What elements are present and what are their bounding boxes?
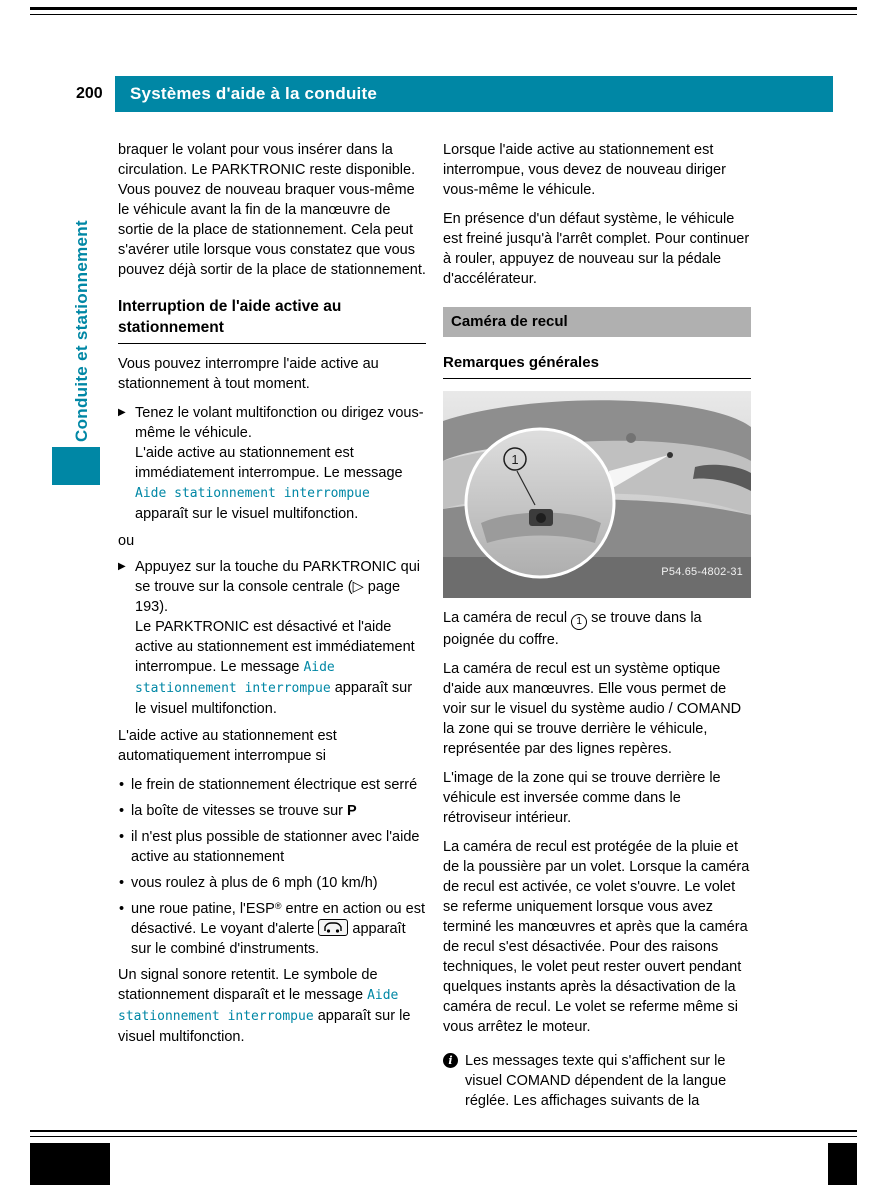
list-item: • une roue patine, l'ESP® entre en action ou est désactivé. Le voyant d'alerte apparaît sur le combiné d'instruments.	[119, 901, 425, 957]
paragraph: Vous pouvez interrompre l'aide active au stationnement à tout moment.	[118, 356, 379, 392]
bullet-icon: •	[119, 803, 125, 819]
paragraph: La caméra de recul est protégée de la pluie et de la poussière par un volet. Lorsque la caméra de recul est activée, ce volet s'ouvre. Le volet se referme uniquement lorsque vous avez terminé les manœuvres et après que la caméra de recul s'est désactivée. Pour des raisons techniques, le volet peut rester ouvert pendant quelques instants après la désactivation de la caméra de recul. Le volet se referme même si vous arrêtez le moteur.	[443, 839, 750, 1035]
bullet-icon: •	[119, 901, 125, 917]
left-column	[118, 140, 426, 1056]
paragraph: L'image de la zone qui se trouve derrière le véhicule est inversée comme dans le rétroviseur intérieur.	[443, 770, 721, 826]
page-number: 200	[76, 85, 103, 102]
callout-badge-number: 1	[511, 452, 519, 467]
step-arrow-icon: ▶	[118, 407, 126, 418]
rear-camera-photo	[443, 391, 751, 598]
chapter-header-title: Systèmes d'aide à la conduite	[130, 84, 377, 103]
section-heading: Interruption de l'aide active au stationnement	[118, 296, 426, 344]
right-column	[443, 140, 751, 1111]
paragraph: L'aide active au stationnement est automatiquement interrompue si	[118, 728, 337, 764]
step-arrow-icon: ▶	[118, 561, 126, 572]
paragraph: Lorsque l'aide active au stationnement est interrompue, vous devez de nouveau diriger vous-même le véhicule.	[443, 142, 726, 198]
section-title-bar: Caméra de recul	[443, 307, 751, 337]
parktronic-warning-lamp-icon	[318, 919, 348, 936]
circled-number-1: 1	[571, 614, 587, 630]
list-item: • la boîte de vitesses se trouve sur P	[119, 803, 357, 819]
print-mark-bottom-rule-2	[30, 1136, 857, 1137]
paragraph: braquer le volant pour vous insérer dans la circulation. Le PARKTRONIC reste disponible. Vous pouvez de nouveau braquer vous-même le véhicule avant la fin de la manœuvre de sortie de la place de stationnement. Cela peut s'avérer utile lorsque vous constatez que vous pouvez déjà sortir de la place de stationnement.	[118, 142, 426, 278]
sidebar-chapter-label: Conduite et stationnement	[72, 220, 91, 442]
list-item: • le frein de stationnement électrique est serré	[119, 777, 418, 793]
subsection-heading: Remarques générales	[443, 353, 751, 379]
list-item: • il n'est plus possible de stationner avec l'aide active au stationnement	[119, 829, 420, 865]
paragraph: La caméra de recul est un système optique d'aide aux manœuvres. Elle vous permet de voir sur le visuel du système audio / COMAND la zone qui se trouve derrière le véhicule, représentée par des lignes repères.	[443, 661, 742, 757]
gear-position-label: P	[347, 803, 357, 819]
paragraph: La caméra de recul 1 se trouve dans la poignée du coffre.	[443, 610, 702, 648]
chapter-header-bar	[115, 76, 833, 112]
paragraph: En présence d'un défaut système, le véhicule est freiné jusqu'à l'arrêt complet. Pour continuer à rouler, appuyez de nouveau sur la pédale d'accélérateur.	[443, 211, 750, 287]
info-note: i Les messages texte qui s'affichent sur le visuel COMAND dépendent de la langue réglée. Les affichages suivants de la	[443, 1051, 751, 1111]
display-message: Aide stationnement interrompue	[135, 660, 335, 696]
chapter-thumb-tab	[52, 447, 100, 485]
instruction-step	[118, 557, 426, 719]
or-separator: ou	[118, 533, 135, 549]
bullet-icon: •	[119, 777, 125, 793]
print-mark-bottom-rule-1	[30, 1130, 857, 1132]
step-result: L'aide active au stationnement est immédiatement interrompue. Le message Aide stationnement interrompue apparaît sur le visuel multifonction.	[135, 445, 403, 522]
print-mark-top-rule-2	[30, 14, 857, 15]
paragraph: Un signal sonore retentit. Le symbole de stationnement disparaît et le message Aide stationnement interrompue apparaît sur le visuel multifonction.	[118, 967, 411, 1045]
list-item: • vous roulez à plus de 6 mph (10 km/h)	[119, 875, 378, 891]
instruction-step	[118, 403, 426, 524]
bullet-icon: •	[119, 875, 125, 891]
display-message: Aide stationnement interrompue	[118, 988, 399, 1024]
step-action: Appuyez sur la touche du PARKTRONIC qui se trouve sur la console centrale (▷ page 193).	[135, 559, 421, 615]
bullet-icon: •	[119, 829, 125, 845]
registered-trademark-symbol: ®	[274, 901, 282, 911]
display-message: Aide stationnement interrompue	[135, 486, 370, 501]
image-code-label: P54.65-4802-31	[661, 566, 743, 578]
print-mark-bottom-right-block	[828, 1143, 857, 1185]
print-mark-top-rule-1	[30, 7, 857, 10]
step-action: Tenez le volant multifonction ou dirigez vous-même le véhicule.	[135, 405, 424, 441]
info-icon: i	[443, 1053, 458, 1068]
print-mark-bottom-left-block	[30, 1143, 110, 1185]
step-result: Le PARKTRONIC est désactivé et l'aide active au stationnement est immédiatement interrompue. Le message Aide stationnement interrompue apparaît sur le visuel multifonction.	[135, 619, 415, 717]
